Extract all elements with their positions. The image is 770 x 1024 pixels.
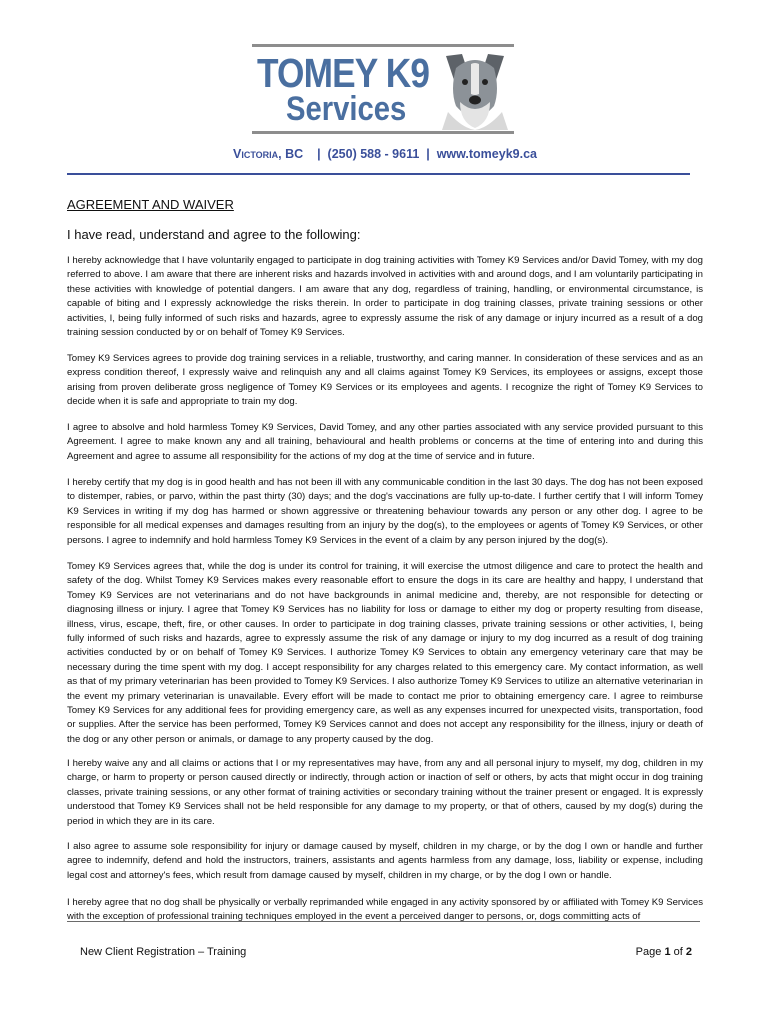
page-current: 1 bbox=[664, 946, 671, 958]
paragraph-sole-responsibility: I also agree to assume sole responsibility for injury or damage caused by myself, children in my charge, or by the dog I own or handle and further agree to indemnify, defend and hold the instructors, trainers, assistants and agents harmless from any damage, loss, liability or expense, including legal cost and attorney's fees, which result from damage caused by myself, children in my charge, or by the dog I own or handle. bbox=[67, 841, 703, 881]
contact-city: Victoria, BC bbox=[233, 147, 304, 161]
paragraph-reprimand: I hereby agree that no dog shall be physically or verbally reprimanded while engaged in any activity sponsored by or affiliated with Tomey K9 Services with the exception of professional training techniques employed in the event a perceived danger to persons, or, dogs committing acts of bbox=[67, 897, 703, 921]
paragraph-acknowledgement: I hereby acknowledge that I have voluntarily engaged to participate in dog training activities with Tomey K9 Services and/or David Tomey, with my dog referred to above. I am aware that there are inherent risks and hazards involved in activities with and around dogs, and I am voluntarily participating in these activities with knowledge of potential dangers. I am aware that any dog, regardless of training, handling, or environmental circumstance, is capable of biting and I expressly acknowledge the risks therein. In order to participate in dog training classes, private training sessions or other activities, I, being fully informed of such risks and hazards, agree to expressly assume the risk of any damage or injury incurred as a result of a dog training session conducted by or on behalf of Tomey K9 Services. bbox=[67, 255, 703, 339]
contact-separator: | bbox=[426, 147, 430, 161]
page-label: Page bbox=[635, 946, 662, 958]
paragraph-veterinary-care: Tomey K9 Services agrees that, while the dog is under its control for training, it will exercise the utmost diligence and care to protect the health and safety of the dog. Whilst Tomey K9 Services makes every reasonable effort to ensure the dogs in its care are healthy and happy, I understand that Tomey K9 Services are not veterinarians and do not have backgrounds in animal medicine and, thereby, are not responsible for detecting or diagnosing illness or injury. I agree that Tomey K9 Services has no liability for loss or damage to either my dog or property resulting from disease, illness, virus, escape, theft, fire, or other causes. In order to participate in dog training classes, private training sessions or other activities, I, being fully informed of such risks and hazards, agree to expressly assume the risk of any damage or injury to my dog incurred as a result of dog training activities conducted by or on behalf of Tomey K9 Services. I authorize Tomey K9 Services to obtain any emergency veterinary care that may be necessary during the time spent with my dog. I accept responsibility for any charges related to this emergency care. My contact information, as well as that of my primary veterinarian has been provided to Tomey K9 Services. I also authorize Tomey K9 Services to utilize an alternative veterinarian in the event my primary veterinarian is unavailable. Every effort will be made to contact me prior to obtaining emergency care. I agree to reimburse Tomey K9 Services for any additional fees for providing emergency care, as well as any expenses incurred for unexpected visits, transportation, food or supplies. After the service has been performed, Tomey K9 Services cannot and does not accept any responsibility for the illness, injury or death of the dog or any other person or animals, or damage to any property caused by the dog. bbox=[67, 561, 703, 745]
contact-separator: | bbox=[317, 147, 321, 161]
contact-website[interactable]: www.tomeyk9.ca bbox=[436, 147, 537, 161]
paragraph-claims-waiver: I hereby waive any and all claims or actions that I or my representatives may have, from any and all personal injury to myself, my dog, children in my charge, or harm to property or person caused directly or indirectly, through action or inaction of self or others, by acts that might occur in dog training classes, private training sessions, or any other format of training activities or secondary training without the trainer present or engaged. It is expressly understood that Tomey K9 Services shall not be held responsible for any damage to my property, or that of others, caused by my dog(s) during the period in which they are in its care. bbox=[67, 758, 703, 827]
logo-subtitle: Services bbox=[286, 90, 407, 128]
paragraph-hold-harmless: I agree to absolve and hold harmless Tomey K9 Services, David Tomey, and any other parties associated with any service provided pursuant to this Agreement. I agree to make known any and all training, behavioural and health problems or concerns at the time of entering into and during this Agreement and agree to assume all responsibility for the actions of my dog at the time of service and in future. bbox=[67, 422, 703, 462]
page-number bbox=[636, 946, 692, 958]
page-of: of bbox=[673, 946, 683, 958]
page-total: 2 bbox=[685, 946, 692, 958]
contact-phone: (250) 588 - 9611 bbox=[327, 147, 420, 161]
footer-divider bbox=[67, 921, 700, 922]
paragraph-health-certification: I hereby certify that my dog is in good health and has not been ill with any communicable condition in the last 30 days. The dog has not been exposed to distemper, rabies, or parvo, within the past thirty (30) days; and the dog's vaccinations are fully up-to-date. I further certify that I will inform Tomey K9 Services in writing if my dog has harmed or shown aggressive or threatening behaviour towards any person or any other dog. I agree to be responsible for all medical expenses and damages resulting from an injury by the dog(s), to the employees or agents of Tomey K9 Services, or other persons. I agree to indemnify and hold harmless Tomey K9 Services in the event of a claim by any person injured by the dog(s). bbox=[67, 477, 703, 546]
section-heading: AGREEMENT AND WAIVER bbox=[67, 197, 234, 212]
intro-line: I have read, understand and agree to the following: bbox=[67, 227, 361, 242]
logo-title: TOMEY K9 bbox=[257, 50, 430, 96]
paragraph-services-waiver: Tomey K9 Services agrees to provide dog training services in a reliable, trustworthy, and caring manner. In consideration of these services and as an express condition thereof, I expressly waive and relinquish any and all claims against Tomey K9 Services, its employees or assigns, except those arising from proven deliberate gross negligence of Tomey K9 Services or its employees and agents. I recognize the right of Tomey K9 Services to decide when it is safe and appropriate to train my dog. bbox=[67, 353, 703, 408]
footer-form-title: New Client Registration – Training bbox=[80, 946, 247, 958]
